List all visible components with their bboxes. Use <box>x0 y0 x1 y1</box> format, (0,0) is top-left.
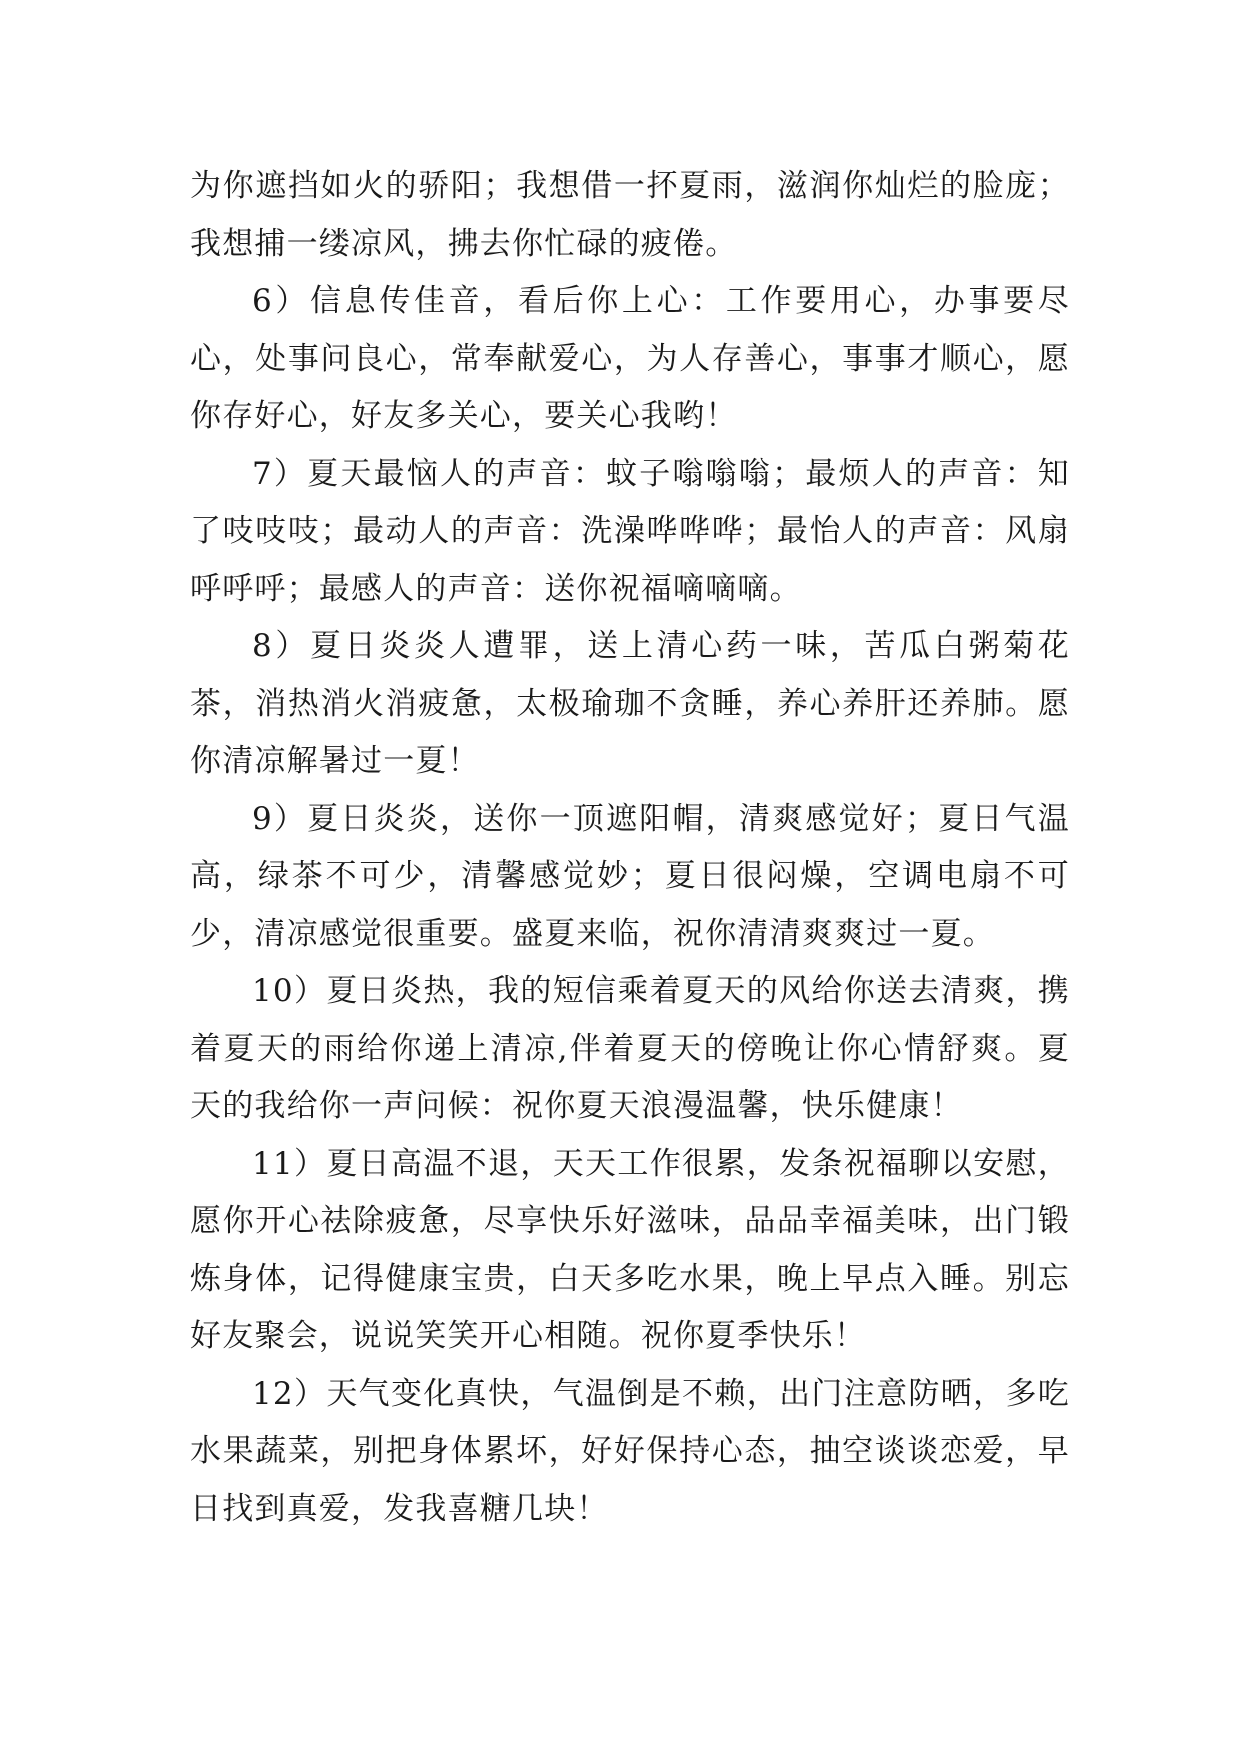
document-body <box>190 158 1070 1538</box>
paragraph-item-11: 11）夏日高温不退，天天工作很累，发条祝福聊以安慰，愿你开心祛除疲惫，尽享快乐好滋味，品品幸福美味，出门锻炼身体，记得健康宝贵，白天多吃水果，晚上早点入睡。别忘好友聚会，说说笑笑开心相随。祝你夏季快乐！ <box>190 1145 1070 1354</box>
paragraph-item-10: 10）夏日炎热，我的短信乘着夏天的风给你送去清爽，携着夏天的雨给你递上清凉,伴着夏天的傍晚让你心情舒爽。夏天的我给你一声问候：祝你夏天浪漫温馨，快乐健康！ <box>190 973 1070 1124</box>
paragraph-item-12: 12）天气变化真快，气温倒是不赖，出门注意防晒，多吃水果蔬菜，别把身体累坏，好好保持心态，抽空谈谈恋爱，早日找到真爱，发我喜糖几块！ <box>190 1375 1070 1527</box>
paragraph-item-6: 6）信息传佳音，看后你上心：工作要用心，办事要尽心，处事问良心，常奉献爱心，为人存善心，事事才顺心，愿你存好心，好友多关心，要关心我哟！ <box>190 283 1070 434</box>
paragraph-item-9: 9）夏日炎炎，送你一顶遮阳帽，清爽感觉好；夏日气温高，绿茶不可少，清馨感觉妙；夏日很闷燥，空调电扇不可少，清凉感觉很重要。盛夏来临，祝你清清爽爽过一夏。 <box>190 800 1070 952</box>
paragraph-item-7: 7）夏天最恼人的声音：蚊子嗡嗡嗡；最烦人的声音：知了吱吱吱；最动人的声音：洗澡哗哗哗；最怡人的声音：风扇呼呼呼；最感人的声音：送你祝福嘀嘀嘀。 <box>190 455 1070 607</box>
paragraph-continuation: 为你遮挡如火的骄阳；我想借一抔夏雨，滋润你灿烂的脸庞；我想捕一缕凉风，拂去你忙碌的疲倦。 <box>190 168 1070 262</box>
paragraph-item-8: 8）夏日炎炎人遭罪，送上清心药一味，苦瓜白粥菊花茶，消热消火消疲惫，太极瑜珈不贪睡，养心养肝还养肺。愿你清凉解暑过一夏！ <box>190 628 1070 779</box>
